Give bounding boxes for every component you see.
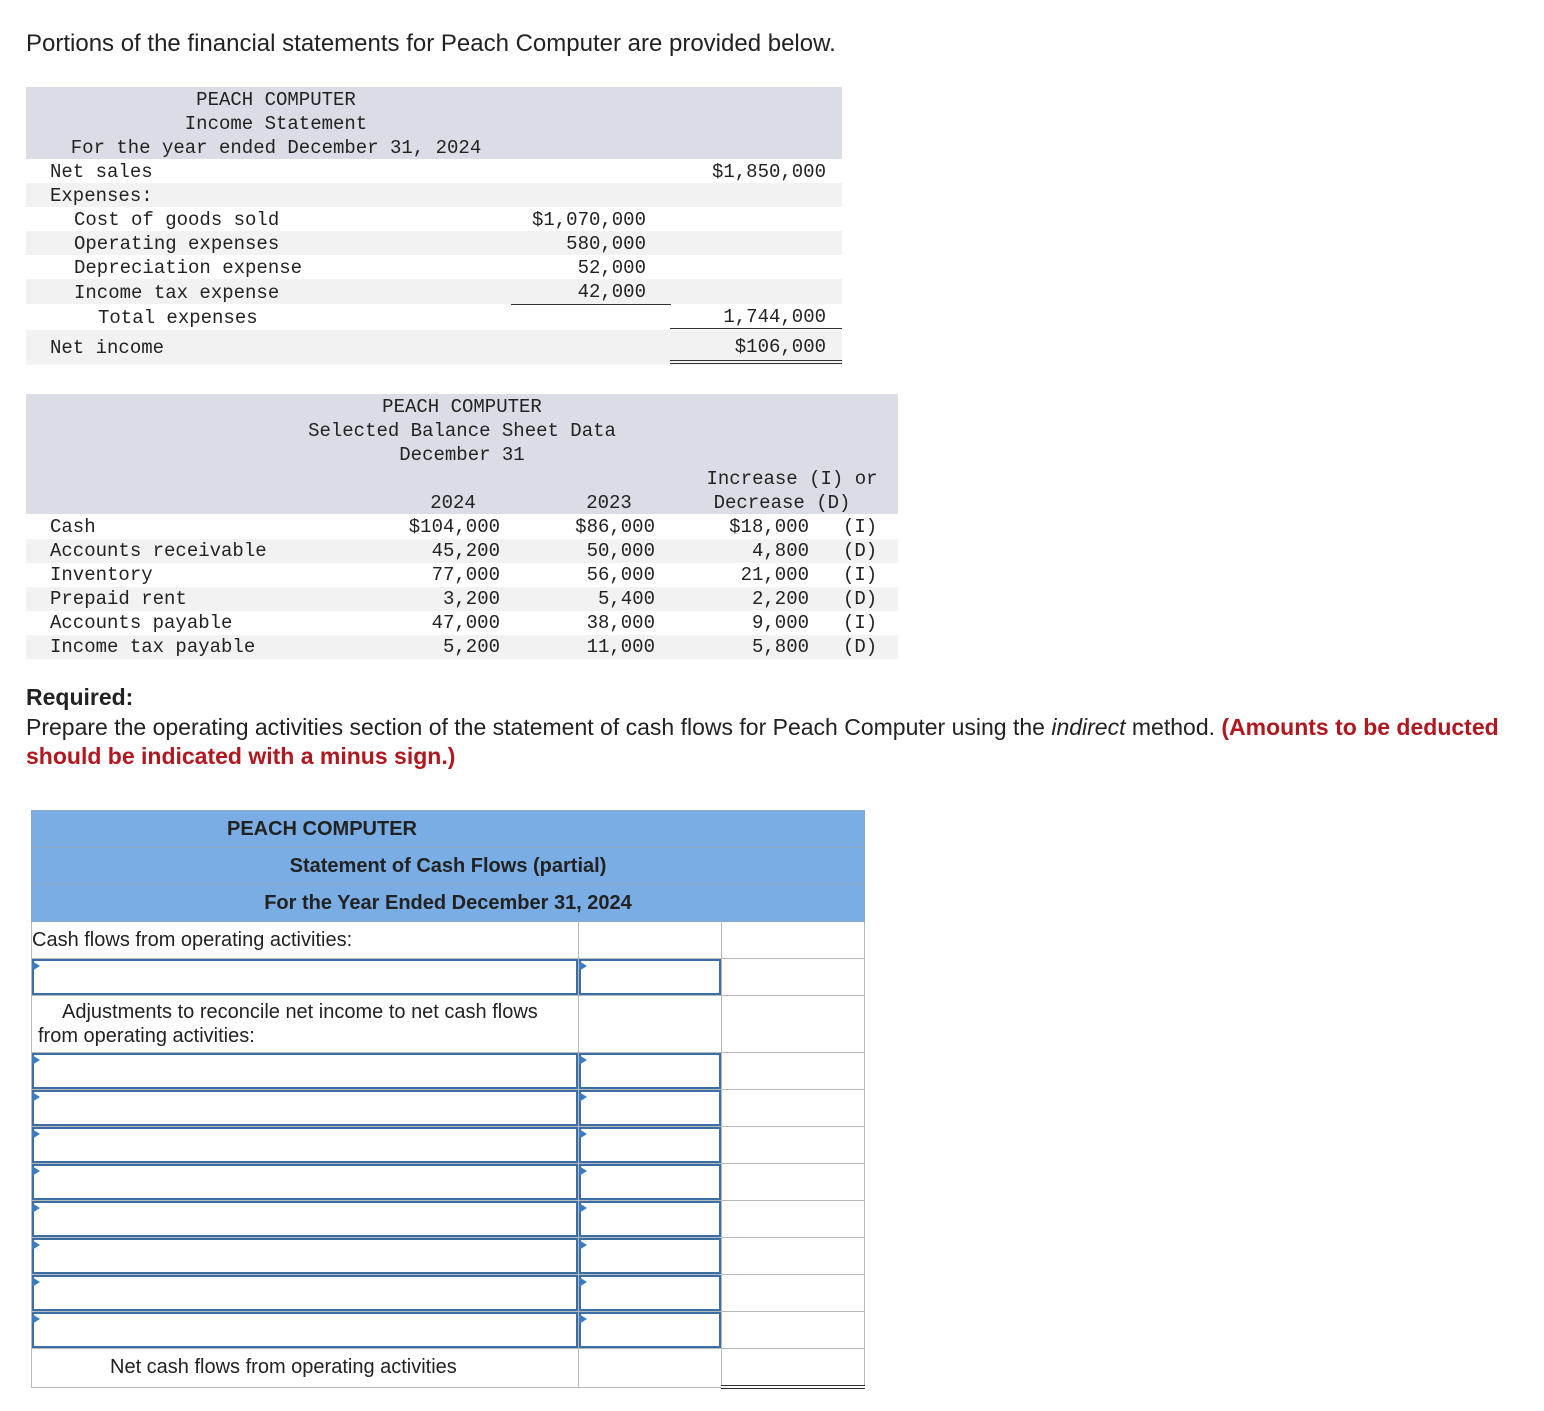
row-2023: 38,000 [586,612,655,634]
adjustment-input[interactable] [32,1238,579,1275]
adjustment-input[interactable] [32,1312,579,1349]
input-border [32,1238,578,1274]
dropdown-marker-icon [32,1240,40,1250]
row-direction: (D) [843,588,878,610]
dropdown-marker-icon [579,1129,587,1139]
empty-cell [721,996,864,1053]
expense-amount: 580,000 [566,233,646,255]
dropdown-marker-icon [579,1055,587,1065]
input-border [32,1127,578,1163]
dropdown-marker-icon [579,961,587,971]
row-2023: 5,400 [597,588,655,610]
row-label: Accounts receivable [50,540,267,562]
row-2024: 47,000 [431,612,500,634]
empty-cell [721,1312,864,1349]
change-header: Increase (I) or [706,468,878,490]
input-border [32,1164,578,1200]
row-label: Income tax payable [50,636,256,658]
row-direction: (I) [843,564,878,586]
empty-cell [721,1201,864,1238]
amount-input[interactable] [578,1053,721,1090]
empty-cell [721,1164,864,1201]
dropdown-marker-icon [579,1314,587,1324]
row-change: 5,800 [751,636,809,658]
empty-cell [578,1349,721,1388]
row-2023: 56,000 [586,564,655,586]
dropdown-marker-icon [32,1277,40,1287]
required-title: Required: [26,684,134,710]
expense-amount: 52,000 [577,257,646,279]
row-2024: 45,200 [431,540,500,562]
cf-title: Statement of Cash Flows (partial) [32,848,865,885]
row-direction: (I) [843,516,878,538]
row-2024: 77,000 [431,564,500,586]
empty-cell [721,1090,864,1127]
amount-input[interactable] [578,1238,721,1275]
adjustment-input[interactable] [32,1053,579,1090]
input-border [579,959,721,995]
input-border [579,1090,721,1126]
expense-amount: 42,000 [577,281,646,303]
subtotal-rule [511,304,671,305]
expense-label: Cost of goods sold [74,209,280,231]
input-border [579,1201,721,1237]
dropdown-marker-icon [32,1055,40,1065]
adjustment-input[interactable] [32,1164,579,1201]
dropdown-marker-icon [32,1092,40,1102]
expense-label: Income tax expense [74,282,280,304]
required-text-italic: indirect [1051,714,1126,740]
empty-cell [721,959,864,996]
input-border [32,1053,578,1089]
input-border [579,1312,721,1348]
income-period: For the year ended December 31, 2024 [70,137,482,159]
row-direction: (I) [843,612,878,634]
required-note: (Amounts to be deducted should be indicated with a minus sign.) [26,714,1499,769]
balance-date: December 31 [399,444,525,466]
income-company: PEACH COMPUTER [196,89,356,111]
dropdown-marker-icon [32,1129,40,1139]
dropdown-marker-icon [579,1203,587,1213]
total-expenses-value: 1,744,000 [723,306,826,328]
row-2024: 5,200 [442,636,500,658]
adjustment-input[interactable] [32,1090,579,1127]
row-direction: (D) [843,540,878,562]
row-2023: 11,000 [586,636,655,658]
empty-cell [721,1053,864,1090]
col-2023: 2023 [586,492,632,514]
income-title: Income Statement [184,113,368,135]
operating-activities-label: Cash flows from operating activities: [32,922,579,959]
cf-period: For the Year Ended December 31, 2024 [32,885,865,922]
empty-cell [721,1238,864,1275]
row-label: Accounts payable [50,612,233,634]
amount-input[interactable] [578,959,721,996]
balance-company: PEACH COMPUTER [382,396,542,418]
row-change: $18,000 [729,516,809,538]
dropdown-marker-icon [579,1277,587,1287]
dropdown-marker-icon [579,1166,587,1176]
expense-label: Operating expenses [74,233,280,255]
expense-label: Depreciation expense [74,257,303,279]
line-item-input[interactable] [32,959,579,996]
adjustment-input[interactable] [32,1201,579,1238]
balance-title: Selected Balance Sheet Data [308,420,616,442]
dropdown-marker-icon [32,1203,40,1213]
amount-input[interactable] [578,1090,721,1127]
empty-cell [578,922,721,959]
dropdown-marker-icon [32,1314,40,1324]
input-border [32,1201,578,1237]
amount-input[interactable] [578,1201,721,1238]
input-border [579,1164,721,1200]
row-2023: 50,000 [586,540,655,562]
adjustment-input[interactable] [32,1127,579,1164]
amount-input[interactable] [578,1275,721,1312]
empty-cell [721,1275,864,1312]
dropdown-marker-icon [579,1240,587,1250]
row-change: 4,800 [751,540,809,562]
cf-company: PEACH COMPUTER [32,811,865,848]
empty-cell [721,1127,864,1164]
net-cash-flows-total[interactable] [721,1349,864,1388]
intro-text: Portions of the financial statements for Peach Computer are provided below. [26,30,836,57]
input-border [32,1090,578,1126]
row-direction: (D) [843,636,878,658]
adjustments-text: Adjustments to reconcile net income to net cash flows from operating activities: [38,1001,538,1047]
cash-flow-table [31,810,865,1389]
adjustments-label [32,996,579,1053]
required-text-part: Prepare the operating activities section of the statement of cash flows for Peach Computer using the [26,714,1052,740]
row-label: Inventory [50,564,153,586]
amount-input[interactable] [578,1312,721,1349]
row-2024: 3,200 [442,588,500,610]
row-change: 2,200 [751,588,809,610]
row-change: 9,000 [751,612,809,634]
expense-amount: $1,070,000 [531,209,646,231]
required-text [26,713,1526,771]
empty-cell [578,996,721,1053]
dropdown-marker-icon [579,1092,587,1102]
input-border [579,1127,721,1163]
row-label: Cash [50,516,96,538]
net-income-label: Net income [50,337,165,359]
net-sales-label: Net sales [50,161,153,183]
required-text-part: method. [1125,714,1222,740]
input-border [579,1053,721,1089]
change-header: Decrease (D) [713,492,851,514]
input-border [32,1275,578,1311]
total-expenses-label: Total expenses [98,307,258,329]
input-border [32,959,578,995]
amount-input[interactable] [578,1164,721,1201]
expenses-label: Expenses: [50,185,153,207]
row-2024: $104,000 [408,516,500,538]
dropdown-marker-icon [32,1166,40,1176]
net-income-double-rule [670,358,842,364]
amount-input[interactable] [578,1127,721,1164]
total-rule [670,328,842,329]
row-label: Prepaid rent [50,588,187,610]
row-change: 21,000 [740,564,809,586]
net-sales-value: $1,850,000 [711,161,826,183]
input-border [579,1275,721,1311]
input-border [32,1312,578,1348]
empty-cell [721,922,864,959]
row-2023: $86,000 [575,516,655,538]
input-border [579,1238,721,1274]
net-income-value: $106,000 [734,336,826,358]
adjustment-input[interactable] [32,1275,579,1312]
net-cash-flows-label: Net cash flows from operating activities [32,1349,579,1388]
col-2024: 2024 [430,492,476,514]
dropdown-marker-icon [32,961,40,971]
